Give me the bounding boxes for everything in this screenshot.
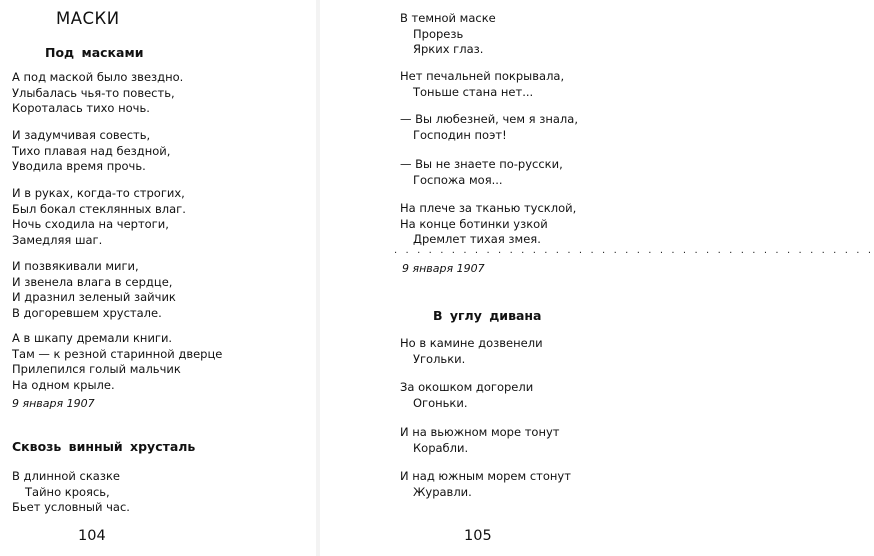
poem-line: Тоньше стана нет... xyxy=(413,84,534,99)
poem-line: И на вьюжном море тонут xyxy=(400,425,560,439)
stanza xyxy=(400,11,496,58)
stanza xyxy=(400,112,578,143)
poem-line: Улыбалась чья-то повесть, xyxy=(12,85,175,100)
stanza xyxy=(12,186,186,248)
poem-line: В длинной сказке xyxy=(12,469,120,483)
poem-date: 9 января 1907 xyxy=(402,262,485,275)
poem-line: Господин поэт! xyxy=(413,127,507,142)
stanza xyxy=(12,70,183,117)
poem-line: А в шкапу дремали книги. xyxy=(12,331,173,345)
poem-title-skvoz-vinnyj-hrustal: Сквозь винный хрусталь xyxy=(12,439,196,454)
poem-line: Уводила время прочь. xyxy=(12,159,146,174)
right-page xyxy=(318,0,874,556)
page-number: 104 xyxy=(78,528,106,544)
stanza xyxy=(400,336,543,367)
poem-line: Ярких глаз. xyxy=(413,42,484,57)
stanza xyxy=(12,331,222,393)
stanza xyxy=(400,425,559,456)
poem-line: Ночь сходила на чертоги, xyxy=(12,217,169,232)
poem-line: Тихо плавая над бездной, xyxy=(12,143,171,158)
poem-line: Бьет условный час. xyxy=(12,500,130,515)
stanza xyxy=(400,469,571,500)
poem-line: За окошком догорели xyxy=(400,380,534,394)
poem-line: На одном крыле. xyxy=(12,377,115,392)
poem-line: Огоньки. xyxy=(413,395,468,410)
poem-line: Тайно кроясь, xyxy=(25,484,110,499)
poem-line: И дразнил зеленый зайчик xyxy=(12,290,176,305)
poem-line: На плече за тканью тусклой, xyxy=(400,201,577,215)
section-title: МАСКИ xyxy=(56,9,120,28)
stanza xyxy=(12,469,130,516)
poem-line: Но в камине дозвенели xyxy=(400,336,543,350)
stanza xyxy=(400,380,533,411)
poem-line: Журавли. xyxy=(413,484,472,499)
poem-line: Дремлет тихая змея. xyxy=(413,232,541,247)
poem-line: — Вы не знаете по-русски, xyxy=(400,157,563,171)
stanza xyxy=(12,259,176,321)
poem-line: В догоревшем хрустале. xyxy=(12,305,162,320)
stanza xyxy=(400,69,564,100)
poem-line: Угольки. xyxy=(413,351,466,366)
poem-title-v-uglu-divana: В углу дивана xyxy=(433,308,542,323)
page-number: 105 xyxy=(464,528,492,544)
poem-line: Нет печальней покрывала, xyxy=(400,69,565,83)
poem-line: Прорезь xyxy=(413,26,464,41)
poem-line: На конце ботинки узкой xyxy=(400,216,548,231)
poem-line: И задумчивая совесть, xyxy=(12,128,151,142)
poem-line: И позвякивали миги, xyxy=(12,259,139,273)
stanza xyxy=(400,157,563,188)
poem-date: 9 января 1907 xyxy=(12,397,95,410)
poem-line: Короталась тихо ночь. xyxy=(12,101,150,116)
poem-line: А под маской было звездно. xyxy=(12,70,184,84)
poem-line: И в руках, когда-то строгих, xyxy=(12,186,185,200)
poem-line: Корабли. xyxy=(413,440,469,455)
left-page xyxy=(0,0,318,556)
dotted-separator: . . . . . . . . . . . . . . . . . . . . . . . . . . . . . . . . . . . . . . . . . . xyxy=(394,245,874,256)
poem-title-pod-maskami: Под масками xyxy=(45,45,144,60)
poem-line: Госпожа моя... xyxy=(413,172,503,187)
poem-line: Был бокал стеклянных влаг. xyxy=(12,201,186,216)
poem-line: Там — к резной старинной дверце xyxy=(12,346,223,361)
poem-line: И над южным морем стонут xyxy=(400,469,571,483)
poem-line: Замедляя шаг. xyxy=(12,232,103,247)
poem-line: Прилепился голый мальчик xyxy=(12,362,181,377)
stanza xyxy=(12,128,170,175)
poem-line: — Вы любезней, чем я знала, xyxy=(400,112,578,126)
stanza xyxy=(400,201,576,248)
poem-line: И звенела влага в сердце, xyxy=(12,274,173,289)
poem-line: В темной маске xyxy=(400,11,496,25)
